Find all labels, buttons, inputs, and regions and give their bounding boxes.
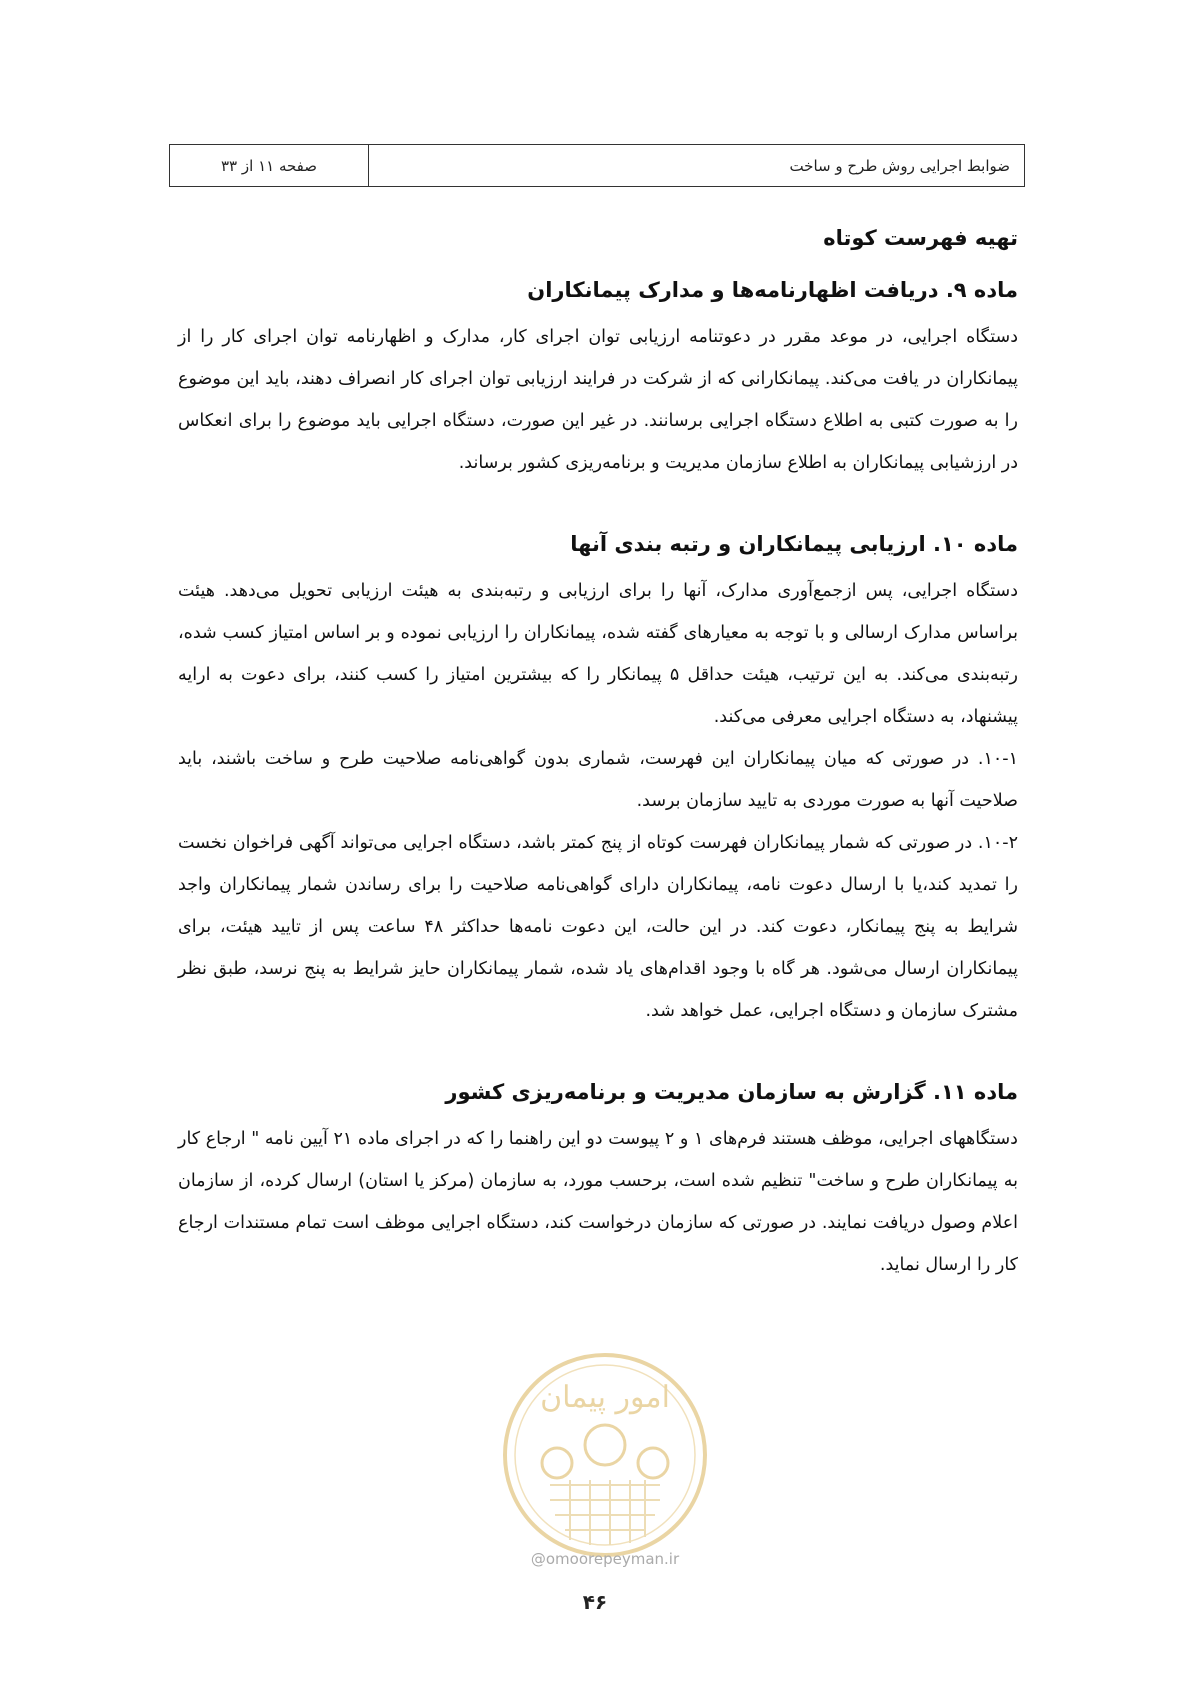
section-heading-short-list: تهیه فهرست کوتاه — [823, 226, 1018, 250]
article-10-2-paragraph: ۱۰-۲. در صورتی که شمار پیمانکاران فهرست کوتاه از پنج کمتر باشد، دستگاه اجرایی می‌تواند آگهی فراخوان نخست را تمدید کند،یا با ارسال دعوت نامه، پیمانکاران دارای گواهی‌نامه صلاحیت را برای رساندن شمار پیمانکاران واجد شرایط به پنج پیمانکار، دعوت کند. در این حالت، این دعوت نامه‌ها حداکثر ۴۸ ساعت پس از تایید هیئت، برای پیمانکاران ارسال می‌شود. هر گاه با وجود اقدام‌های یاد شده، شمار پیمانکاران حایز شرایط به پنج نرسد، طبق نظر مشترک سازمان و دستگاه اجرایی، عمل خواهد شد. — [178, 833, 1018, 1021]
page-header-table — [169, 144, 1025, 187]
header-document-title: ضوابط اجرایی روش طرح و ساخت — [789, 156, 1010, 175]
watermark-logo-icon — [495, 1345, 715, 1565]
document-body — [178, 212, 1018, 1286]
header-page-info: صفحه ۱۱ از ۳۳ — [170, 145, 369, 186]
watermark-site: @omoorepeyman.ir — [530, 1550, 680, 1568]
section-heading-article-9: ماده ۹. دریافت اظهارنامه‌ها و مدارک پیمانکاران — [527, 278, 1018, 302]
article-9-paragraph: دستگاه اجرایی، در موعد مقرر در دعوتنامه ارزیابی توان اجرای کار، مدارک و اظهارنامه توان اجرای کار را از پیمانکاران در یافت می‌کند. پیمانکارانی که از شرکت در فرایند ارزیابی توان اجرای کار انصراف دهند، باید این موضوع را به صورت کتبی به اطلاع دستگاه اجرایی برسانند. در غیر این صورت، دستگاه اجرایی باید موضوع را برای انعکاس در ارزشیابی پیمانکاران به اطلاع سازمان مدیریت و برنامه‌ریزی کشور برساند. — [178, 327, 1018, 473]
watermark-logo-text: امور پیمان — [540, 1380, 670, 1415]
section-heading-article-11: ماده ۱۱. گزارش به سازمان مدیریت و برنامه‌ریزی کشور — [445, 1080, 1018, 1104]
article-10-1-paragraph: ۱۰-۱. در صورتی که میان پیمانکاران این فهرست، شماری بدون گواهی‌نامه صلاحیت طرح و ساخت باشند، باید صلاحیت آنها به صورت موردی به تایید سازمان برسد. — [178, 749, 1018, 811]
page-number: ۴۶ — [582, 1590, 608, 1614]
section-heading-article-10: ماده ۱۰. ارزیابی پیمانکاران و رتبه بندی آنها — [570, 532, 1018, 556]
article-11-paragraph: دستگاههای اجرایی، موظف هستند فرم‌های ۱ و ۲ پیوست دو این راهنما را که در اجرای ماده ۲۱ آیین نامه " ارجاع کار به پیمانکاران طرح و ساخت" تنظیم شده است، برحسب مورد، به سازمان (مرکز یا استان) ارسال کرده، از سازمان اعلام وصول دریافت نمایند. در صورتی که سازمان درخواست کند، دستگاه اجرایی موظف است تمام مستندات ارجاع کار را ارسال نماید. — [178, 1129, 1018, 1275]
article-10-paragraph: دستگاه اجرایی، پس ازجمع‌آوری مدارک، آنها را برای ارزیابی و رتبه‌بندی به هیئت ارزیابی تحویل می‌دهد. هیئت براساس مدارک ارسالی و با توجه به معیارهای گفته شده، پیمانکاران را ارزیابی نموده و بر اساس امتیاز کسب شده، رتبه‌بندی می‌کند. به این ترتیب، هیئت حداقل ۵ پیمانکار را که بیشترین امتیاز را کسب کنند، برای دعوت به ارایه پیشنهاد، به دستگاه اجرایی معرفی می‌کند. — [178, 581, 1018, 727]
